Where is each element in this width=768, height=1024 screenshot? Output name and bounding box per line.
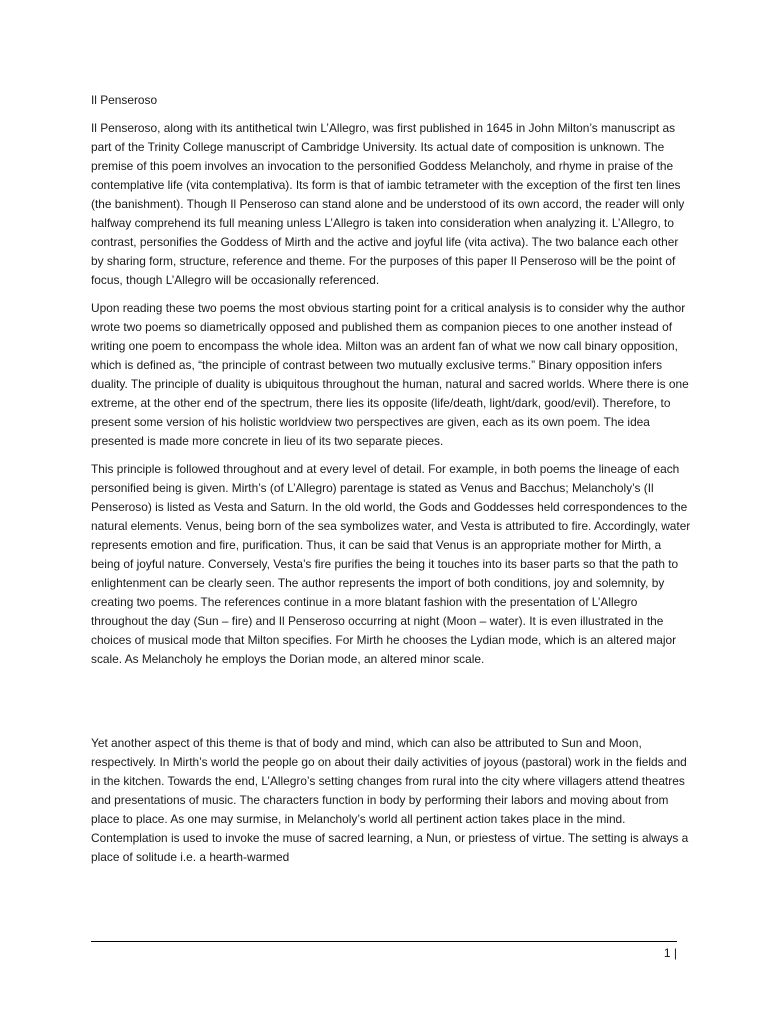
paragraph-3: This principle is followed throughout and at every level of detail. For example, in both poems the lineage of each personified being is given. Mirth’s (of L’Allegro) parentage is stated as Venus and Bacchus; Melancholy’s (Il Penseroso) is listed as Vesta and Saturn. In the old world, the Gods and Goddesses held correspondences to the natural elements. Venus, being born of the sea symbolizes water, and Vesta is attributed to fire. Accordingly, water represents emotion and fire, purification. Thus, it can be said that Venus is an appropriate mother for Mirth, a being of joyful nature. Conversely, Vesta’s fire purifies the being it touches into its baser parts so that the path to enlightenment can be clearly seen. The author represents the import of both conditions, joy and solemnity, by creating two poems. The references continue in a more blatant fashion with the presentation of L’Allegro throughout the day (Sun – fire) and Il Penseroso occurring at night (Moon – water). It is even illustrated in the choices of musical mode that Milton specifies. For Mirth he chooses the Lydian mode, which is an altered major scale. As Melancholy he employs the Dorian mode, an altered minor scale. xyxy=(91,462,691,666)
paragraph-4: Yet another aspect of this theme is that of body and mind, which can also be attributed to Sun and Moon, respectively. In Mirth’s world the people go on about their daily activities of joyous (pastoral) work in the fields and in the kitchen. Towards the end, L’Allegro’s setting changes from rural into the city where villagers attend theatres and presentations of music. The characters function in body by performing their labors and moving about from place to place. As one may surmise, in Melancholy’s world all pertinent action takes place in the mind. Contemplation is used to invoke the muse of sacred learning, a Nun, or priestess of virtue. The setting is always a place of solitude i.e. a hearth-warmed xyxy=(91,736,689,864)
footer-divider xyxy=(91,941,677,942)
document-body xyxy=(91,91,691,876)
paragraph-gap xyxy=(91,678,691,734)
paragraph-1: Il Penseroso, along with its antithetical twin L’Allegro, was first published in 1645 in John Milton’s manuscript as part of the Trinity College manuscript of Cambridge University. Its actual date of composition is unknown. The premise of this poem involves an invocation to the personified Goddess Melancholy, and rhyme in praise of the contemplative life (vita contemplativa). Its form is that of iambic tetrameter with the exception of the first ten lines (the banishment). Though Il Penseroso can stand alone and be understood of its own accord, the reader will only halfway comprehend its full meaning unless L’Allegro is taken into consideration when analyzing it. L’Allegro, to contrast, personifies the Goddess of Mirth and the active and joyful life (vita activa). The two balance each other by sharing form, structure, reference and theme. For the purposes of this paper Il Penseroso will be the point of focus, though L’Allegro will be occasionally referenced. xyxy=(91,121,685,287)
document-title: Il Penseroso xyxy=(91,93,158,107)
page-number: 1 | xyxy=(663,946,677,960)
paragraph-2: Upon reading these two poems the most obvious starting point for a critical analysis is to consider why the author wrote two poems so diametrically opposed and published them as companion pieces to one another instead of writing one poem to encompass the whole idea. Milton was an ardent fan of what we now call binary opposition, which is defined as, “the principle of contrast between two mutually exclusive terms.” Binary opposition infers duality. The principle of duality is ubiquitous throughout the human, natural and sacred worlds. Where there is one extreme, at the other end of the spectrum, there lies its opposite (life/death, light/dark, good/evil). Therefore, to present some version of his holistic worldview two perspectives are given, each as its own poem. The idea presented is made more concrete in lieu of its two separate pieces. xyxy=(91,301,689,448)
